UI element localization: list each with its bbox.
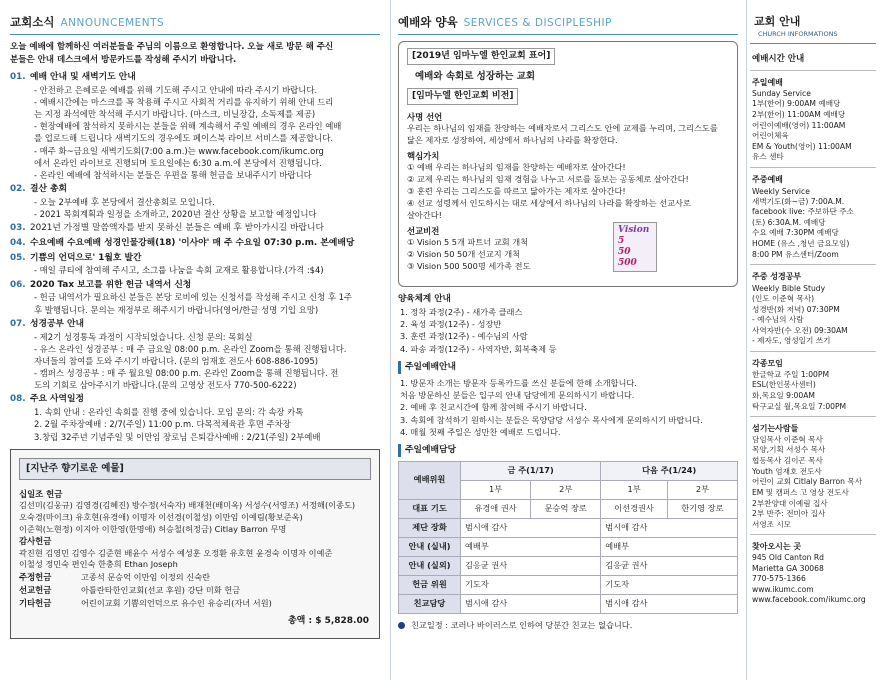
duty-svc: 2부 <box>667 480 737 499</box>
mission-line: 우리는 하나님의 임재를 찬양하는 예배자로서 그리스도 안에 교제를 누리며, 그리스도를 <box>407 123 718 134</box>
duty-label: 친교담당 <box>399 594 461 613</box>
visit-list <box>752 553 876 606</box>
announcement-heading <box>10 393 380 406</box>
duty-cell: 이선경권사 <box>601 499 668 518</box>
staff-title: 섬기는사람들 <box>752 424 799 434</box>
tithe-line: 이준혁(노현정) 이지아 이한영(한명애) 허승철(허정금) Citlay Barron 무명 <box>19 523 287 534</box>
announcement-details <box>10 196 380 220</box>
training-item: 2. 육성 과정(12주) - 성장반 <box>400 318 502 329</box>
duty-week2: 다음 주(1/24) <box>601 461 738 480</box>
info-line: 2부 반주: 전미아 집사 <box>752 509 826 519</box>
info-line: 770-575-1366 <box>752 574 806 584</box>
announcement-heading <box>10 318 380 331</box>
announcement-title: 2020 Tax 보고를 위한 헌금 내역서 신청 <box>30 279 192 290</box>
info-line: 성경반(화 저녁) 07:30PM <box>752 304 840 314</box>
info-line: 탁구교실 월,목요일 7:00PM <box>752 401 847 411</box>
detail-line: 후 발행됩니다. 문의는 재정부로 해주시기 바랍니다(영어/한글 성명 기입 요망) <box>34 304 319 315</box>
study-title: 주중 성경공부 <box>752 272 802 282</box>
announcement-heading <box>10 183 380 196</box>
hours-title: 예배시간 안내 <box>752 54 805 65</box>
mission-label: 사명 선언 <box>407 112 443 123</box>
table-row <box>399 499 738 518</box>
info-line: Youth 엄재호 전도사 <box>752 466 822 476</box>
vision-item: ② Vision 50 50개 선교지 개척 <box>407 248 521 259</box>
announcement-list <box>10 71 380 443</box>
staff-section <box>750 417 876 535</box>
weekday-title-en: Weekly Service <box>752 186 810 196</box>
announcements-column <box>0 0 388 680</box>
announcement-number: 04. <box>10 237 26 248</box>
special-offering-row <box>19 571 371 584</box>
hours-section <box>750 50 876 70</box>
info-line: 협동목사 김이곤 목사 <box>752 456 823 466</box>
offering-box <box>10 449 380 639</box>
announcement-item <box>10 222 380 235</box>
sunday-title-en: Sunday Service <box>752 89 811 99</box>
info-line: EM 및 캠퍼스 고 영상 전도사 <box>752 487 849 497</box>
tithe-label: 십일조 헌금 <box>19 488 63 499</box>
training-item: 4. 파송 과정(12주) - 사역자반, 회복축제 등 <box>400 343 557 354</box>
groups-list <box>752 370 876 413</box>
info-line: 새벽기도(화~금) 7:00A.M. <box>752 196 845 206</box>
groups-section <box>750 352 876 417</box>
info-line: - 제자도, 영성일기 쓰기 <box>752 336 831 346</box>
duty-week1: 금 주(1/17) <box>461 461 601 480</box>
duty-table <box>398 461 738 614</box>
announcement-number: 07. <box>10 318 26 329</box>
detail-line: - 2021 목회계획과 일정을 소개하고, 2020년 결산 상황을 보고할 예정입니다 <box>34 209 317 220</box>
announcement-item <box>10 393 380 442</box>
tithe-line: 김선미(김웅규) 김영경(김혜진) 방수정(서숙자) 배재천(배미옥) 서성수(서영조) 서정해(이종도) <box>19 499 356 510</box>
church-info-column <box>748 0 880 680</box>
worship-info-title: 주일예배안내 <box>398 361 738 374</box>
table-row <box>399 594 738 613</box>
welcome-intro <box>10 41 380 66</box>
worship-item: 1. 방문자 소개는 방문자 등록카드를 쓰신 분들에 한해 소개합니다. <box>400 377 637 388</box>
announcement-item <box>10 237 380 250</box>
special-offering-row <box>19 584 371 597</box>
visit-section <box>750 535 876 610</box>
detail-line: 도의 기회로 삼아주시기 바랍니다.(문의 고영상 전도사 770-500-6222) <box>34 380 297 391</box>
announcement-title: 주요 사역일정 <box>30 394 85 405</box>
special-offering-label: 주정헌금 <box>19 572 52 583</box>
info-line: 8:00 PM 유스센터/Zoom <box>752 249 839 259</box>
duty-label: 안내 (실내) <box>399 537 461 556</box>
services-title-en: SERVICES & DISCIPLESHIP <box>463 17 612 29</box>
detail-line: - 제2기 성경통독 과정이 시작되었습니다. 신청 문의: 목회실 <box>34 331 253 342</box>
info-line: 어린이 교회 Citlaly Barron 목사 <box>752 477 863 487</box>
church-info-title-en: CHURCH INFORMATIONS <box>750 30 876 44</box>
thanks-list <box>19 548 371 572</box>
duty-label: 제단 장화 <box>399 518 461 537</box>
visit-title: 찾아오시는 곳 <box>752 542 802 552</box>
detail-line: 1. 속회 안내 : 온라인 속회를 진행 중에 있습니다. 모임 문의: 각 속장 카톡 <box>34 407 304 418</box>
announcement-details <box>10 331 380 392</box>
info-line: 수요 예배 7:30PM 예배당 <box>752 228 839 238</box>
special-offering-text: 어린이교회 기쁨의언덕으로 유수인 유승리(자녀 서원) <box>81 598 272 609</box>
info-line: (인도 이준혁 목사) <box>752 293 815 303</box>
announcement-details <box>10 264 380 276</box>
detail-line: - 매일 큐티에 참여해 주시고, 소그룹 나눔을 속회 교재로 활용합니다.(가격 :$4) <box>34 265 324 276</box>
tithe-line: 오숙경(마이크) 유호현(유경애) 이명자 이선경(이철성) 이만임 이예림(황보준옥) <box>19 511 303 522</box>
bullet-icon <box>398 622 405 629</box>
sunday-list <box>752 99 876 163</box>
thanks-line: 이철성 정민숙 편인숙 한충희 Ethan Joseph <box>19 559 178 570</box>
training-title: 양육체계 안내 <box>398 294 451 305</box>
core-value: ② 교제 우리는 하나님의 임재 경험을 나누고 서로를 돌보는 공동체로 살아간다! <box>407 174 689 185</box>
special-offerings <box>19 571 371 610</box>
announcement-number: 03. <box>10 223 26 234</box>
services-title: 예배와 양육 <box>398 15 458 29</box>
intro-line: 분들은 안내 데스크에서 방문카드를 작성해 주시기 바랍니다. <box>10 54 237 65</box>
thanks-line: 곽진현 김영민 김영수 김준현 배윤수 서성수 예성훈 오정환 유호현 윤경숙 이명자 이예준 <box>19 547 333 558</box>
mission-line: 닮은 제자로 성장하여, 세상에서 하나님의 나라를 확장한다. <box>407 135 618 146</box>
announcement-title: 성경공부 안내 <box>30 318 85 329</box>
announcement-item <box>10 318 380 392</box>
duty-cell: 김응균 권사 <box>601 556 738 575</box>
announcement-title: 결산 총회 <box>30 184 68 195</box>
detail-line: - 온라인 예배에 참석하시는 분들은 우편을 통해 헌금을 보내주시기 바랍니다 <box>34 169 312 180</box>
announcement-title: 수요예배 수요예배 성경인물강해(18) '이사야' 매 주 수요일 07:30 p.m. 본예배당 <box>30 237 355 248</box>
training-list <box>398 306 738 355</box>
detail-line: - 오늘 2부예배 후 본당에서 결산총회로 모입니다. <box>34 196 215 207</box>
detail-line: 3.창립 32주년 기념주일 및 이만임 장로님 은퇴감사예배 : 2/21(주일) 2부예배 <box>34 431 321 442</box>
motto-tag: [2019년 임마누엘 한인교회 표어] <box>407 48 555 65</box>
info-line: (토) 6:30A.M. 예배당 <box>752 217 826 227</box>
mission-vision-label: 선교비전 <box>407 225 440 236</box>
offering-title: [지난주 향기로운 예물] <box>19 458 371 480</box>
info-line: 한글학교 주일 1:00PM <box>752 369 830 379</box>
duty-label: 헌금 위원 <box>399 575 461 594</box>
duty-cell: 기도자 <box>461 575 601 594</box>
offering-total: 총액 : $ 5,828.00 <box>287 615 369 626</box>
duty-corner: 예배위원 <box>399 461 461 499</box>
badge-text: 500 <box>618 257 637 268</box>
announcement-number: 05. <box>10 252 26 263</box>
duty-cell: 한기영 장로 <box>667 499 737 518</box>
info-line: 어린이예배(영어) 11:00AM <box>752 120 846 130</box>
vision-tag: [임마누엘 한인교회 비전] <box>407 88 518 105</box>
special-offering-row <box>19 597 371 610</box>
detail-line: 를 업로드해 드립니다 새벽기도의 경우에도 페이스북 라이브 서비스를 제공합니다. <box>34 133 334 144</box>
info-line: 2부찬양대 이예림 집사 <box>752 498 828 508</box>
detail-line: - 안전하고 은혜로운 예배를 위해 기도해 주시고 안내에 따라 주시기 바랍니다. <box>34 84 318 95</box>
duty-cell: 범시애 감사 <box>461 594 601 613</box>
announcements-title: 교회소식 <box>10 15 55 29</box>
worship-item: 4. 매월 첫째 주일은 성만찬 예배로 드립니다. <box>400 426 561 437</box>
weekday-list <box>752 197 876 261</box>
info-line: 1부(한어) 9:00AM 예배당 <box>752 99 841 109</box>
detail-line: 자녀들의 참여를 도와 주시기 바랍니다. (문의 엄재호 전도사 608-886-1095) <box>34 355 318 366</box>
info-line: Marietta GA 30068 <box>752 563 824 573</box>
announcement-heading <box>10 237 380 250</box>
announcements-title-en: ANNOUNCEMENTS <box>60 17 165 29</box>
announcement-number: 08. <box>10 394 26 405</box>
detail-line: - 현장예배에 참석하지 못하시는 분들을 위해 계속해서 주일 예배의 경우 온라인 예배 <box>34 121 342 132</box>
info-line: 목양,기획 서성수 목사 <box>752 445 826 455</box>
info-line: www.facebook.com/ikumc.org <box>752 595 866 605</box>
duty-cell: 예배부 <box>461 537 601 556</box>
church-info-title: 교회 안내 <box>754 15 801 28</box>
info-line: EM & Youth(영어) 11:00AM <box>752 141 852 151</box>
study-list <box>752 294 876 347</box>
badge-text: 50 <box>618 246 631 257</box>
divider <box>746 0 747 680</box>
worship-info-list <box>398 377 738 438</box>
core-value: ③ 훈련 우리는 그리스도를 따르고 닮아가는 제자로 살아간다! <box>407 186 626 197</box>
sunday-title: 주일예배 <box>752 77 783 87</box>
core-values-label: 핵심가치 <box>407 151 440 162</box>
duty-svc: 1부 <box>601 480 668 499</box>
thanks-label: 감사헌금 <box>19 536 52 547</box>
info-line: ESL(한인봉사센터) <box>752 380 816 390</box>
duty-label: 대표 기도 <box>399 499 461 518</box>
table-row <box>399 575 738 594</box>
study-title-en: Weekly Bible Study <box>752 283 826 293</box>
duty-title: 주일예배담당 <box>398 444 738 457</box>
groups-title: 각종모임 <box>752 359 783 369</box>
announcements-header <box>10 14 380 35</box>
announcement-details <box>10 291 380 315</box>
info-line: 유스 센타 <box>752 152 784 162</box>
info-line: - 예수님의 사람 <box>752 315 804 325</box>
vision-item: ③ Vision 500 500명 세가족 전도 <box>407 260 531 271</box>
duty-cell: 유경애 권사 <box>461 499 531 518</box>
info-line: facebook live: 주보하단 주소 <box>752 207 854 217</box>
training-item: 3. 훈련 과정(12주) - 예수님의 사람 <box>400 331 528 342</box>
announcement-number: 02. <box>10 184 26 195</box>
intro-line: 오늘 예배에 함께하신 여러분들을 주님의 이름으로 환영합니다. 오늘 새로 방문 해 주신 <box>10 42 334 53</box>
announcement-number: 01. <box>10 71 26 82</box>
info-line: 어린이체육 <box>752 131 789 141</box>
duty-cell: 범시애 감사 <box>601 594 738 613</box>
detail-line: - 예배시간에는 마스크를 꼭 착용해 주시고 사회적 거리를 유지하기 위해 안내 드리 <box>34 96 334 107</box>
badge-text: Vision <box>618 225 650 236</box>
detail-line: 는 지정 좌석에만 착석해 주시기 바랍니다. (마스크, 비닐장갑, 소독제를 제공) <box>34 108 316 119</box>
info-line: 사역자반(수 오전) 09:30AM <box>752 325 848 335</box>
announcement-details <box>10 84 380 182</box>
services-header <box>398 14 738 35</box>
staff-list <box>752 435 876 531</box>
study-section <box>750 265 876 352</box>
table-row <box>399 537 738 556</box>
announcement-title: 2021년 가정별 말씀액자를 받지 못하신 분들은 예배 후 받아가시길 바랍니다 <box>30 223 324 234</box>
weekday-section <box>750 168 876 265</box>
special-offering-label: 선교헌금 <box>19 585 52 596</box>
detail-line: - 헌금 내역서가 필요하신 분들은 본당 로비에 있는 신청서를 작성해 주시고 신청 후 1주 <box>34 292 353 303</box>
info-line: 담임목사 이준혁 목사 <box>752 434 823 444</box>
weekday-title: 주중예배 <box>752 175 783 185</box>
info-line: HOME (유스 ,청년 금요모임) <box>752 239 850 249</box>
special-offering-text: 고종석 문승억 이만임 이정의 신숙란 <box>81 572 211 583</box>
tithe-list <box>19 500 371 536</box>
note-text: 친교일정 : 코러나 바이러스로 인하여 당분간 친교는 없습니다. <box>411 619 633 630</box>
vision-box <box>398 41 738 287</box>
sunday-section <box>750 71 876 168</box>
mission-vision-list <box>407 237 729 273</box>
duty-label: 안내 (실외) <box>399 556 461 575</box>
worship-item: 처음 방문하신 분들은 입구의 안내 담당에게 문의하시기 바랍니다. <box>400 389 635 400</box>
announcement-item <box>10 252 380 277</box>
announcement-heading <box>10 71 380 84</box>
special-offering-text: 아틀란타한인교회(선교 후원) 강단 미화 헌금 <box>81 585 241 596</box>
duty-cell: 범시애 감사 <box>601 518 738 537</box>
duty-svc: 1부 <box>461 480 531 499</box>
announcement-number: 06. <box>10 279 26 290</box>
info-line: 화,목요일 9:00AM <box>752 390 815 400</box>
detail-line: - 유스 온라인 성경공부 : 매 주 금요일 08:00 p.m. 온라인 Zoom을 통해 진행됩니다. <box>34 343 347 354</box>
core-value: ④ 선교 성령께서 인도하시는 대로 세상에서 하나님의 나라를 확장하는 선교사로 <box>407 197 691 208</box>
info-line: www.ikumc.com <box>752 584 814 594</box>
detail-line: 에서 온라인 라이브로 진행되며 토요일에는 6:30 a.m.에 본당에서 진행됩니다. <box>34 157 322 168</box>
detail-line: - 매주 화~금요일 새벽기도회(7:00 a.m.)는 www.facebook.com/ikumc.org <box>34 145 324 156</box>
table-row <box>399 518 738 537</box>
info-line: 서영조 시모 <box>752 519 792 529</box>
divider <box>390 0 391 680</box>
worship-item: 2. 예배 후 친교시간에 함께 참여해 주시기 바랍니다. <box>400 402 587 413</box>
duty-cell: 범시애 감사 <box>461 518 601 537</box>
core-value: 살아간다! <box>407 209 442 220</box>
duty-cell: 김응균 권사 <box>461 556 601 575</box>
core-values-list <box>407 162 729 221</box>
motto: 예배와 속회로 성장하는 교회 <box>415 71 536 83</box>
badge-text: 5 <box>618 236 625 247</box>
special-offering-label: 기타헌금 <box>19 598 52 609</box>
services-column <box>392 0 744 680</box>
core-value: ① 예배 우리는 하나님의 임재를 찬양하는 예배자로 살아간다! <box>407 162 626 173</box>
announcement-item <box>10 71 380 181</box>
announcement-heading <box>10 279 380 292</box>
announcement-title: 예배 안내 및 새벽기도 안내 <box>30 71 136 82</box>
detail-line: - 캠퍼스 성경공부 : 매 주 월요일 08:00 p.m. 온라인 Zoom을 통해 진행됩니다. 전 <box>34 368 339 379</box>
announcement-details <box>10 406 380 443</box>
table-row <box>399 556 738 575</box>
announcement-item <box>10 183 380 220</box>
detail-line: 2. 2월 주차장예배 : 2/7(주일) 11:00 p.m. 다목적체육관 후면 주차장 <box>34 419 291 430</box>
worship-item: 3. 속회에 참석하기 원하시는 분들은 목양담당 서성수 목사에게 문의하시기 바랍니다. <box>400 414 703 425</box>
fellowship-note <box>398 620 738 632</box>
announcement-title: 기쁨의 언덕으로' 1월호 발간 <box>30 252 142 263</box>
info-line: 945 Old Canton Rd <box>752 552 824 562</box>
duty-cell: 기도자 <box>601 575 738 594</box>
announcement-item <box>10 279 380 316</box>
vision-item: ① Vision 5 5개 파트너 교회 개척 <box>407 236 529 247</box>
announcement-heading <box>10 222 380 235</box>
duty-svc: 2부 <box>531 480 601 499</box>
vision-badge <box>613 222 657 272</box>
announcement-heading <box>10 252 380 265</box>
duty-cell: 예배부 <box>601 537 738 556</box>
duty-cell: 문승억 장로 <box>531 499 601 518</box>
info-line: 2부(한어) 11:00AM 예배당 <box>752 109 846 119</box>
training-item: 1. 정착 과정(2주) - 새가족 클래스 <box>400 306 523 317</box>
